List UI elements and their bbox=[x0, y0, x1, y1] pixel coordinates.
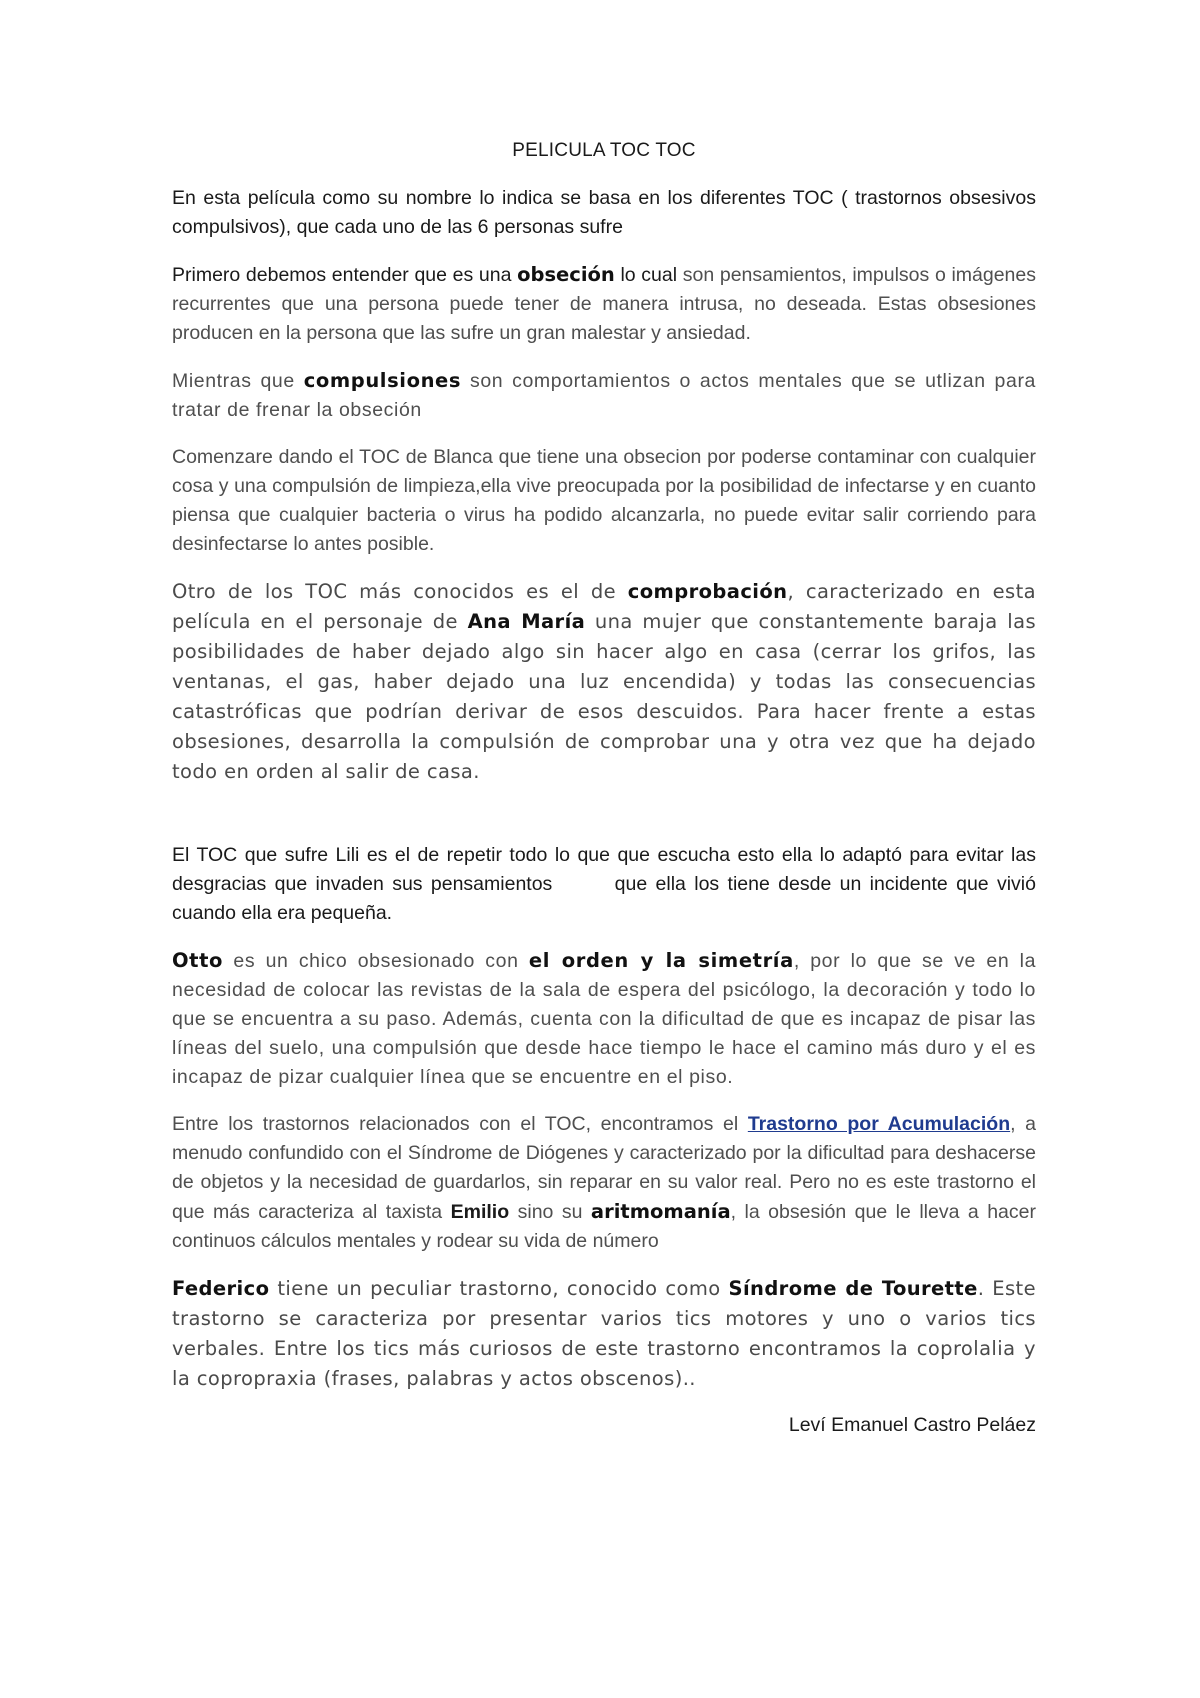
paragraph-obsesion: Primero debemos entender que es una obseción lo cual son pensamientos, impulsos o imágenes recurrentes que una persona puede tener de manera intrusa, no deseada. Estas obsesiones producen en la persona que las sufre un gran malestar y ansiedad. bbox=[172, 263, 1036, 344]
name-ana-maria: Ana María bbox=[467, 610, 586, 633]
paragraph-lili: El TOC que sufre Lili es el de repetir todo lo que que escucha esto ella lo adaptó para evitar las desgracias que invaden sus pensamientos que ella los tiene desde un incidente que vivió cuando ella era pequeña. bbox=[172, 844, 1036, 924]
term-compulsiones: compulsiones bbox=[303, 369, 462, 392]
paragraph-compulsiones: Mientras que compulsiones son comportamientos o actos mentales que se utlizan para tratar de frenar la obseción bbox=[172, 369, 1036, 421]
paragraph-federico: Federico tiene un peculiar trastorno, conocido como Síndrome de Tourette. Este trastorno se caracteriza por presentar varios tics motores y uno o varios tics verbales. Entre los tics más curiosos de este trastorno encontramos la coprolalia y la copropraxia (frases, palabras y actos obscenos).. bbox=[172, 1277, 1036, 1390]
name-otto: Otto bbox=[172, 949, 224, 972]
paragraph-blanca: Comenzare dando el TOC de Blanca que tiene una obsecion por poderse contaminar con cualquier cosa y una compulsión de limpieza,ella vive preocupada por la posibilidad de infectarse y en cuanto piensa que cualquier bacteria o virus ha podido alcanzarla, no puede evitar salir corriendo para desinfectarse lo antes posible. bbox=[172, 446, 1036, 555]
spacer bbox=[172, 805, 1036, 841]
term-aritmomania: aritmomanía bbox=[590, 1200, 731, 1223]
page-title: PELICULA TOC TOC bbox=[512, 140, 696, 161]
term-tourette: Síndrome de Tourette bbox=[728, 1277, 978, 1300]
term-orden-simetria: el orden y la simetría bbox=[528, 949, 794, 972]
term-obsecion: obseción bbox=[517, 263, 615, 286]
term-comprobacion: comprobación bbox=[627, 580, 788, 603]
paragraph-otto: Otto es un chico obsesionado con el orden y la simetría, por lo que se ve en la necesidad de colocar las revistas de la sala de espera del psicólogo, la decoración y todo lo que se encuentra a su paso. Además, cuenta con la dificultad de que es incapaz de pisar las líneas del suelo, una compulsión que desde hace tiempo le hace el camino más duro y el es incapaz de pizar cualquier línea que se encuentre en el piso. bbox=[172, 949, 1037, 1088]
name-federico: Federico bbox=[172, 1277, 270, 1300]
author-signature: Leví Emanuel Castro Peláez bbox=[788, 1414, 1036, 1436]
name-emilio: Emilio bbox=[450, 1201, 510, 1223]
link-trastorno-acumulacion[interactable]: Trastorno por Acumulación bbox=[747, 1113, 1011, 1135]
paragraph-ana-maria: Otro de los TOC más conocidos es el de comprobación, caracterizado en esta película en el personaje de Ana María una mujer que constantemente baraja las posibilidades de haber dejado algo sin hacer algo en casa (cerrar los grifos, las ventanas, el gas, haber dejado una luz encendida) y todas las consecuencias catastróficas que podrían derivar de esos descuidos. Para hacer frente a estas obsesiones, desarrolla la compulsión de comprobar una y otra vez que ha dejado todo en orden al salir de casa. bbox=[172, 580, 1037, 783]
paragraph-emilio: Entre los trastornos relacionados con el TOC, encontramos el Trastorno por Acumulación, a menudo confundido con el Síndrome de Diógenes y caracterizado por la dificultad para deshacerse de objetos y la necesidad de guardarlos, sin reparar en su valor real. Pero no es este trastorno el que más caracteriza al taxista Emilio sino su aritmomanía, la obsesión que le lleva a hacer continuos cálculos mentales y rodear su vida de número bbox=[172, 1113, 1037, 1252]
paragraph-intro: En esta película como su nombre lo indica se basa en los diferentes TOC ( trastornos obsesivos compulsivos), que cada uno de las 6 personas sufre bbox=[172, 187, 1036, 238]
